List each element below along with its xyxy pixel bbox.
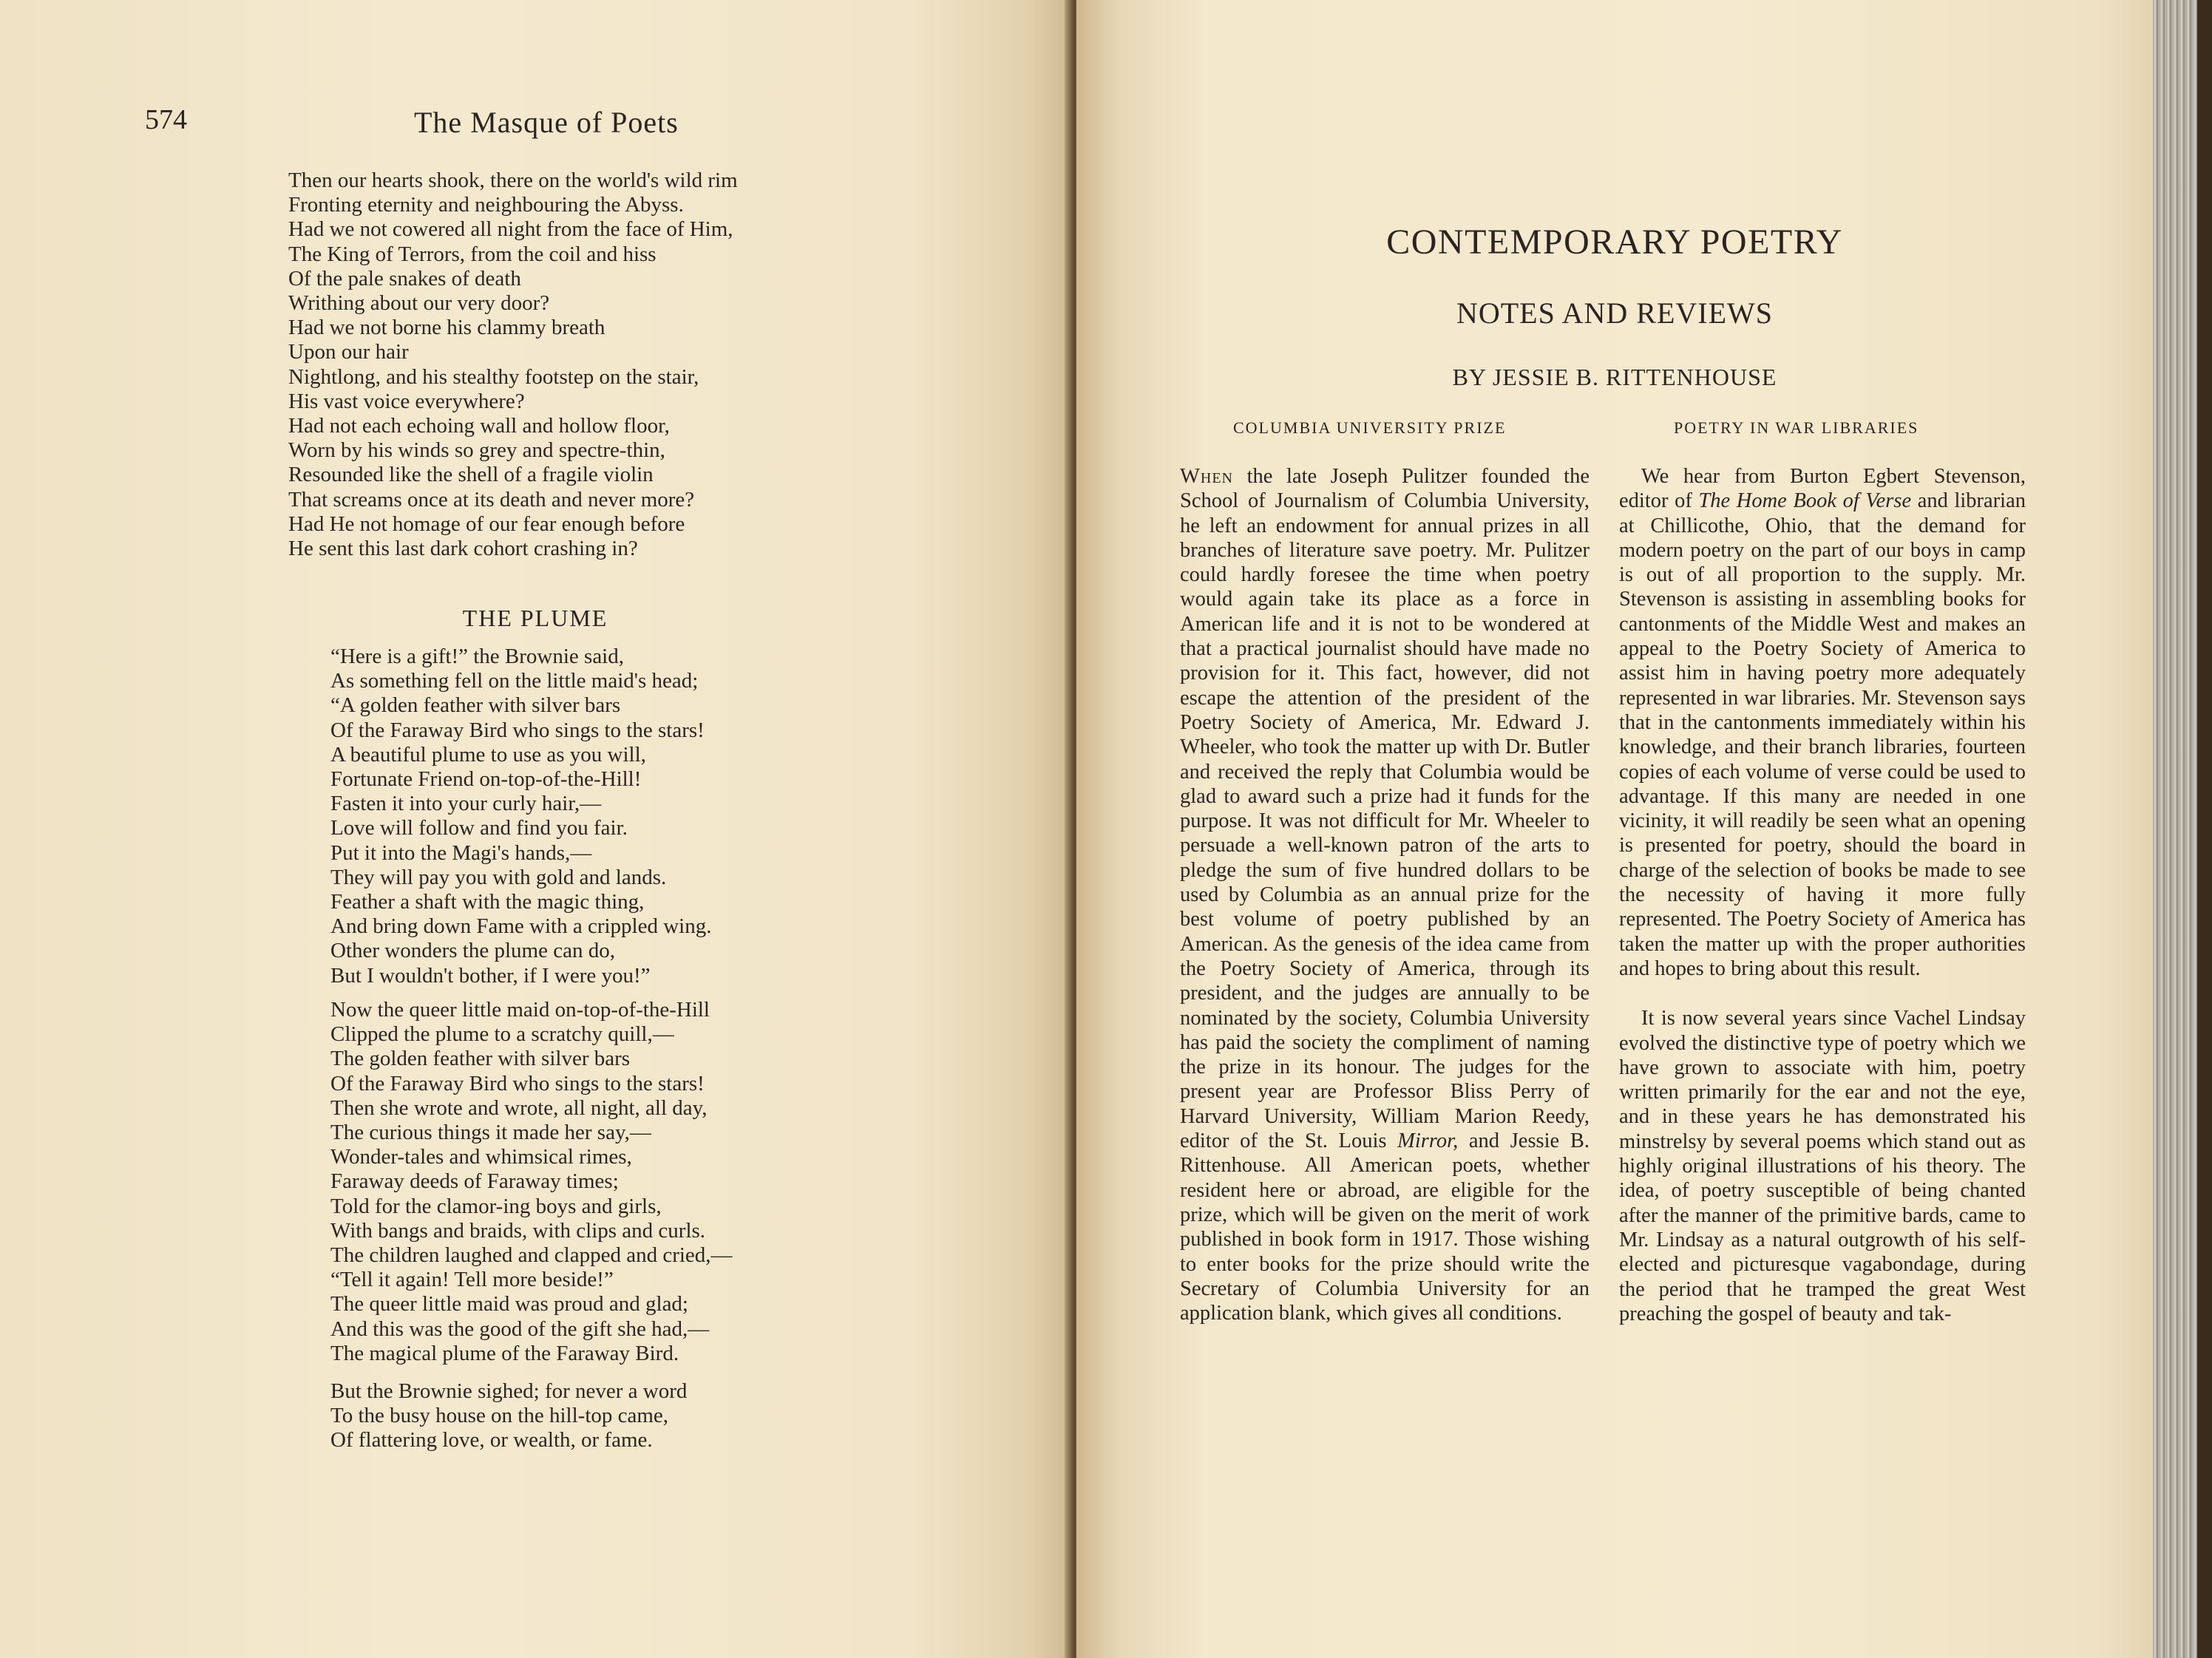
poem-line: Of the Faraway Bird who sings to the stars! [330, 1071, 705, 1095]
article-byline: BY JESSIE B. RITTENHOUSE [1452, 364, 1777, 390]
poem-stanza [330, 1379, 687, 1453]
article-title: CONTEMPORARY POETRY [1386, 222, 1843, 262]
poem-line: With bangs and braids, with clips and curls. [330, 1218, 706, 1243]
poem-stanza [330, 998, 733, 1366]
poem-line: Fortunate Friend on-top-of-the-Hill! [330, 767, 642, 792]
poem-line: The golden feather with silver bars [330, 1047, 631, 1071]
poem-stanza [330, 645, 711, 988]
running-head: The Masque of Poets [414, 106, 679, 139]
poem-line: A beautiful plume to use as you will, [330, 742, 646, 767]
article-column-right [1619, 464, 2026, 1326]
poem-line: And this was the good of the gift she had,— [330, 1316, 710, 1341]
paragraph-text: and librarian at Chillicothe, Ohio, that the demand for modern poetry on the part of our boys in camp is out of all proportion to the supply. Mr. Stevenson is assisting in assembling books for cantonments of the Middle West and makes an appeal to the Poetry Society of America to assist him in having poetry more adequately represented in war libraries. Mr. Stevenson says that in the cantonments immediately within his knowledge, and their branch libraries, fourteen copies of each volume of verse could be used to advantage. If this many are needed in one vicinity, it will readily be seen what an opening is presented for poetry, should the board in charge of the selection of books be made to see the necessity of having it more fully represented. The Poetry Society of America has taken the matter up with the proper authorities and hopes to bring about this result. [1619, 489, 2026, 980]
poem-line: Of the pale snakes of death [288, 266, 521, 291]
paragraph-text: and Jessie B. Rittenhouse. All American poets, whether resident here or abroad, are eligible for the prize, which will be given on the merit of work published in book form in 1917. Those wishing to enter books for the prize should write the Secretary of Columbia University for an application blank, which gives all conditions. [1180, 1129, 1590, 1325]
poem-line: Put it into the Magi's hands,— [330, 840, 592, 865]
column-heading-prize: COLUMBIA UNIVERSITY PRIZE [1233, 418, 1507, 437]
italic-title: Mirror, [1397, 1129, 1459, 1153]
poem-line: But I wouldn't bother, if I were you!” [330, 963, 651, 988]
paragraph [1619, 464, 2026, 981]
poem-line: Now the queer little maid on-top-of-the-Hill [330, 998, 710, 1022]
italic-title: The Home Book of Verse [1698, 489, 1912, 513]
poem-line: Had not each echoing wall and hollow floor, [288, 414, 670, 438]
poem-line: His vast voice everywhere? [288, 389, 525, 413]
poem-line: Told for the clamor-ing boys and girls, [330, 1194, 662, 1218]
paragraph-text: We hear from Burton Egbert Stevenson, editor of [1619, 465, 2026, 513]
poem-line: Of the Faraway Bird who sings to the stars! [330, 718, 705, 742]
poem-line: Love will follow and find you fair. [330, 816, 628, 840]
poem-line: The King of Terrors, from the coil and hiss [288, 242, 657, 266]
poem-line: “Here is a gift!” the Brownie said, [330, 645, 624, 668]
poem-line: Other wonders the plume can do, [330, 939, 615, 963]
poem-line: To the busy house on the hill-top came, [330, 1404, 669, 1428]
poem-line: Clipped the plume to a scratchy quill,— [330, 1022, 674, 1047]
page-number: 574 [145, 104, 187, 135]
column-heading-war-libraries: POETRY IN WAR LIBRARIES [1674, 418, 1919, 437]
poem-line: Then our hearts shook, there on the world's wild rim [288, 169, 738, 192]
poem-line: Worn by his winds so grey and spectre-thin, [288, 438, 665, 463]
poem-line: Nightlong, and his stealthy footstep on the stair, [288, 364, 699, 389]
poem-line: Had we not borne his clammy breath [288, 316, 605, 340]
poem-line: As something fell on the little maid's head; [330, 669, 699, 693]
poem-line: Upon our hair [288, 340, 409, 364]
poem-line: Writhing about our very door? [288, 291, 550, 316]
poem-line: Faraway deeds of Faraway times; [330, 1169, 619, 1194]
poem-line: The curious things it made her say,— [330, 1121, 651, 1145]
paragraph-text: It is now several years since Vachel Lindsay evolved the distinctive type of poetry which we have grown to associate with him, poetry written primarily for the ear and not the eye, and in these years he has demonstrated his minstrelsy by several poems which stand out as highly original illustrations of his theory. The idea, of poetry susceptible of being chanted after the manner of the primitive bards, came to Mr. Lindsay as a natural outgrowth of his self-elected and picturesque vagabondage, during the period that he tramped the great West preaching the gospel of beauty and tak- [1619, 1007, 2026, 1325]
poem-line: Had we not cowered all night from the face of Him, [288, 217, 733, 242]
poem-line: Fasten it into your curly hair,— [330, 792, 602, 816]
poem-line: They will pay you with gold and lands. [330, 865, 667, 889]
poem-line: Fronting eternity and neighbouring the Abyss. [288, 193, 684, 217]
article-subtitle: NOTES AND REVIEWS [1456, 296, 1774, 330]
poem-line: But the Brownie sighed; for never a word [330, 1379, 688, 1403]
poem-line: Resounded like the shell of a fragile violin [288, 463, 654, 487]
article-column-left [1180, 464, 1590, 1325]
paragraph-text: the late Joseph Pulitzer founded the School of Journalism of Columbia University, he left an endowment for annual prizes in all branches of literature save poetry. Mr. Pulitzer could hardly foresee the time when poetry would again take its place as a force in American life and it is not to be wondered at that a practical journalist should have made no provision for it. This fact, however, did not escape the attention of the president of the Poetry Society of America, Mr. Edward J. Wheeler, who took the matter up with Dr. Butler and received the reply that Columbia would be glad to award such a prize had it funds for the purpose. It was not difficult for Mr. Wheeler to persuade a well-known patron of the arts to pledge the sum of five hundred dollars to be used by Columbia as an annual prize for the best volume of poetry published by an American. As the genesis of the idea came from the Poetry Society of America, through its president, and the judges are annually to be nominated by the society, Columbia University has paid the society the compliment of naming the prize in its honour. The judges for the present year are Professor Bliss Perry of Harvard University, William Marion Reedy, editor of the St. Louis [1180, 465, 1590, 1153]
poem-line: And bring down Fame with a crippled wing. [330, 914, 712, 939]
poem-line: Wonder-tales and whimsical rimes, [330, 1145, 632, 1169]
poem-line: That screams once at its death and never more? [288, 487, 695, 512]
poem-line: The children laughed and clapped and cried,— [330, 1243, 733, 1268]
poem-line: He sent this last dark cohort crashing in? [288, 537, 638, 561]
book-cover-edge [2197, 0, 2212, 1658]
poem-line: The queer little maid was proud and glad; [330, 1292, 688, 1316]
poem-line: Feather a shaft with the magic thing, [330, 890, 645, 914]
poem-line: “A golden feather with silver bars [330, 693, 621, 718]
poem-title: THE PLUME [462, 605, 608, 631]
poem-line: Had He not homage of our fear enough before [288, 512, 685, 536]
poem-line: “Tell it again! Tell more beside!” [330, 1268, 614, 1292]
poem-line: The magical plume of the Faraway Bird. [330, 1341, 679, 1365]
paragraph [1180, 464, 1590, 1325]
paragraph [1619, 1006, 2026, 1326]
poem-line: Of flattering love, or wealth, or fame. [330, 1428, 653, 1453]
lead-word: When [1180, 465, 1234, 488]
poem-line: Then she wrote and wrote, all night, all day, [330, 1095, 708, 1120]
poem-continuation [288, 169, 738, 561]
